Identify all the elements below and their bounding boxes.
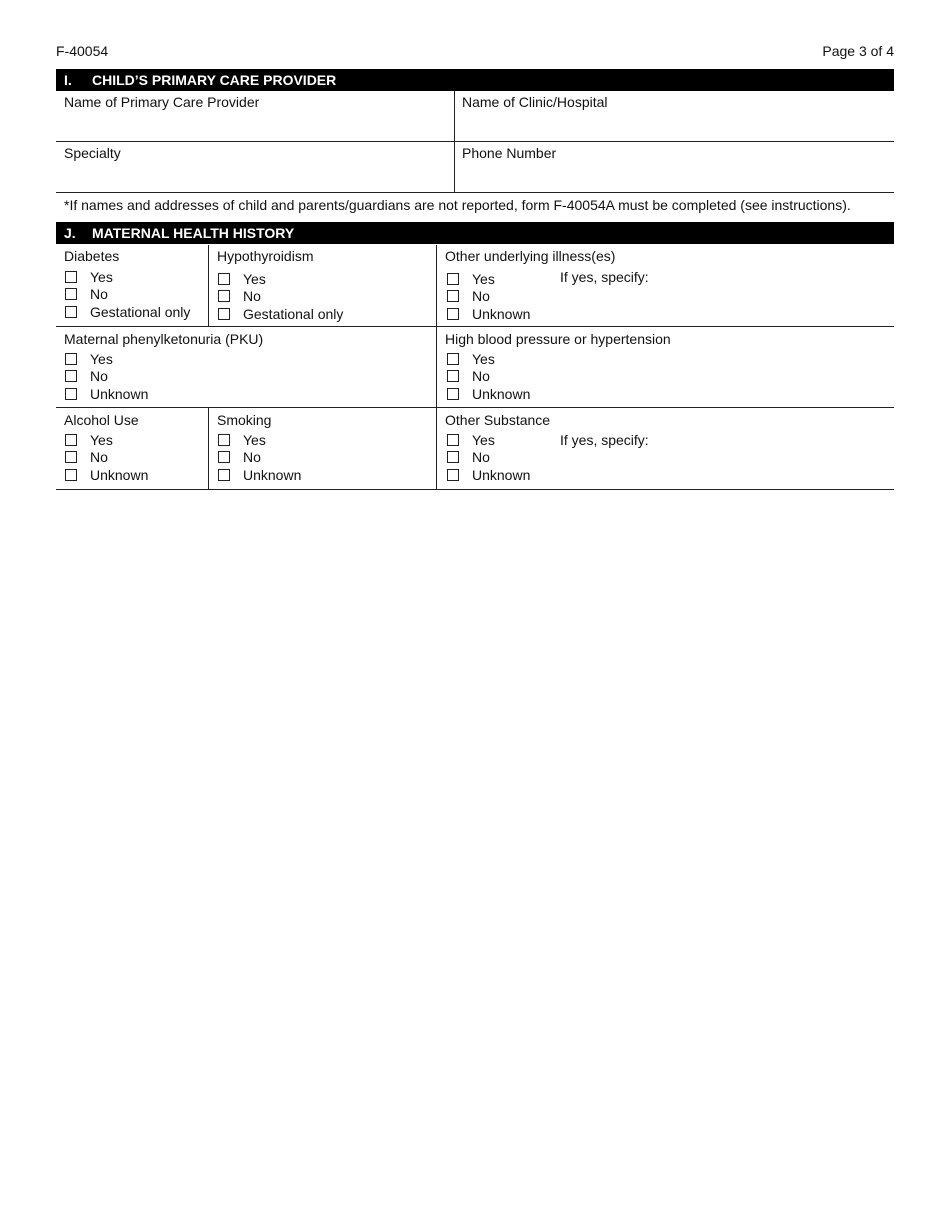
- alcohol-option-no[interactable]: No: [65, 449, 148, 467]
- smoking-cell: [209, 409, 437, 431]
- section-i-title: CHILD’S PRIMARY CARE PROVIDER: [92, 72, 337, 88]
- hypothyroidism-cell: [209, 245, 437, 267]
- pku-option-no[interactable]: No: [65, 368, 148, 386]
- smoking-label: Smoking: [217, 412, 272, 428]
- page-number: Page 3 of 4: [822, 43, 894, 59]
- other-substance-cell: [437, 409, 894, 431]
- section-j-header: [56, 222, 894, 244]
- hypothyroidism-options: [218, 270, 343, 323]
- checkbox[interactable]: [65, 271, 77, 283]
- checkbox[interactable]: [65, 353, 77, 365]
- divider: [56, 192, 894, 193]
- checkbox[interactable]: [447, 451, 459, 463]
- other-illness-specify[interactable]: If yes, specify:: [560, 269, 649, 285]
- other-substance-option-no[interactable]: No: [447, 449, 530, 467]
- hypothyroidism-label: Hypothyroidism: [217, 248, 314, 264]
- other-substance-label: Other Substance: [445, 412, 551, 428]
- diabetes-option-gestational[interactable]: Gestational only: [65, 303, 190, 321]
- checkbox[interactable]: [218, 451, 230, 463]
- hypothyroidism-option-gestational[interactable]: Gestational only: [218, 305, 343, 323]
- specialty-label: Specialty: [64, 145, 121, 161]
- pku-options: [65, 350, 148, 403]
- other-illness-cell: [437, 245, 894, 267]
- other-substance-specify[interactable]: If yes, specify:: [560, 432, 649, 448]
- hypertension-options: [447, 350, 530, 403]
- hypertension-label: High blood pressure or hypertension: [445, 331, 671, 347]
- hypertension-cell: [437, 328, 894, 350]
- checkbox[interactable]: [447, 434, 459, 446]
- checkbox[interactable]: [447, 308, 459, 320]
- checkbox[interactable]: [65, 370, 77, 382]
- clinic-name-label: Name of Clinic/Hospital: [462, 94, 608, 110]
- smoking-option-yes[interactable]: Yes: [218, 431, 301, 449]
- alcohol-options: [65, 431, 148, 484]
- other-illness-option-unknown[interactable]: Unknown: [447, 305, 530, 323]
- checkbox[interactable]: [447, 353, 459, 365]
- checkbox[interactable]: [218, 273, 230, 285]
- divider: [208, 245, 209, 327]
- checkbox[interactable]: [65, 434, 77, 446]
- checkbox[interactable]: [218, 434, 230, 446]
- pku-cell: [56, 328, 437, 350]
- clinic-name-field[interactable]: [454, 91, 894, 141]
- alcohol-cell: [56, 409, 208, 431]
- section-i-header: [56, 69, 894, 91]
- smoking-option-no[interactable]: No: [218, 449, 301, 467]
- alcohol-option-yes[interactable]: Yes: [65, 431, 148, 449]
- section-j-title: MATERNAL HEALTH HISTORY: [92, 225, 295, 241]
- diabetes-options: [65, 268, 190, 321]
- checkbox[interactable]: [65, 451, 77, 463]
- hypertension-option-unknown[interactable]: Unknown: [447, 385, 530, 403]
- form-id: F-40054: [56, 43, 109, 59]
- smoking-option-unknown[interactable]: Unknown: [218, 466, 301, 484]
- hypothyroidism-option-yes[interactable]: Yes: [218, 270, 343, 288]
- diabetes-option-yes[interactable]: Yes: [65, 268, 190, 286]
- divider: [208, 408, 209, 490]
- checkbox[interactable]: [218, 308, 230, 320]
- other-substance-option-unknown[interactable]: Unknown: [447, 466, 530, 484]
- checkbox[interactable]: [218, 469, 230, 481]
- alcohol-label: Alcohol Use: [64, 412, 139, 428]
- phone-field[interactable]: [454, 142, 894, 192]
- checkbox[interactable]: [447, 290, 459, 302]
- other-substance-option-yes[interactable]: Yes: [447, 431, 530, 449]
- other-illness-option-yes[interactable]: Yes: [447, 270, 530, 288]
- divider: [436, 245, 437, 490]
- hypothyroidism-option-no[interactable]: No: [218, 288, 343, 306]
- other-illness-label: Other underlying illness(es): [445, 248, 616, 264]
- section-i-letter: I.: [64, 72, 72, 88]
- checkbox[interactable]: [65, 469, 77, 481]
- smoking-options: [218, 431, 301, 484]
- pku-option-yes[interactable]: Yes: [65, 350, 148, 368]
- checkbox[interactable]: [447, 469, 459, 481]
- divider: [454, 91, 455, 193]
- alcohol-option-unknown[interactable]: Unknown: [65, 466, 148, 484]
- checkbox[interactable]: [65, 288, 77, 300]
- hypertension-option-yes[interactable]: Yes: [447, 350, 530, 368]
- divider: [56, 141, 894, 142]
- pku-label: Maternal phenylketonuria (PKU): [64, 331, 264, 347]
- other-illness-options: [447, 270, 530, 323]
- checkbox[interactable]: [65, 388, 77, 400]
- checkbox[interactable]: [447, 273, 459, 285]
- provider-name-label: Name of Primary Care Provider: [64, 94, 260, 110]
- section-j-letter: J.: [64, 225, 76, 241]
- phone-label: Phone Number: [462, 145, 557, 161]
- diabetes-label: Diabetes: [64, 248, 120, 264]
- diabetes-option-no[interactable]: No: [65, 286, 190, 304]
- divider: [56, 407, 894, 408]
- reporting-note: *If names and addresses of child and parents/guardians are not reported, form F-40054A must be completed (see instructions).: [64, 197, 851, 213]
- other-substance-options: [447, 431, 530, 484]
- checkbox[interactable]: [447, 388, 459, 400]
- specialty-field[interactable]: [56, 142, 454, 192]
- divider: [56, 489, 894, 490]
- provider-name-field[interactable]: [56, 91, 454, 141]
- page-header: [56, 43, 894, 61]
- checkbox[interactable]: [447, 370, 459, 382]
- hypertension-option-no[interactable]: No: [447, 368, 530, 386]
- pku-option-unknown[interactable]: Unknown: [65, 385, 148, 403]
- checkbox[interactable]: [65, 306, 77, 318]
- diabetes-cell: [56, 245, 208, 267]
- other-illness-option-no[interactable]: No: [447, 288, 530, 306]
- divider: [56, 326, 894, 327]
- checkbox[interactable]: [218, 290, 230, 302]
